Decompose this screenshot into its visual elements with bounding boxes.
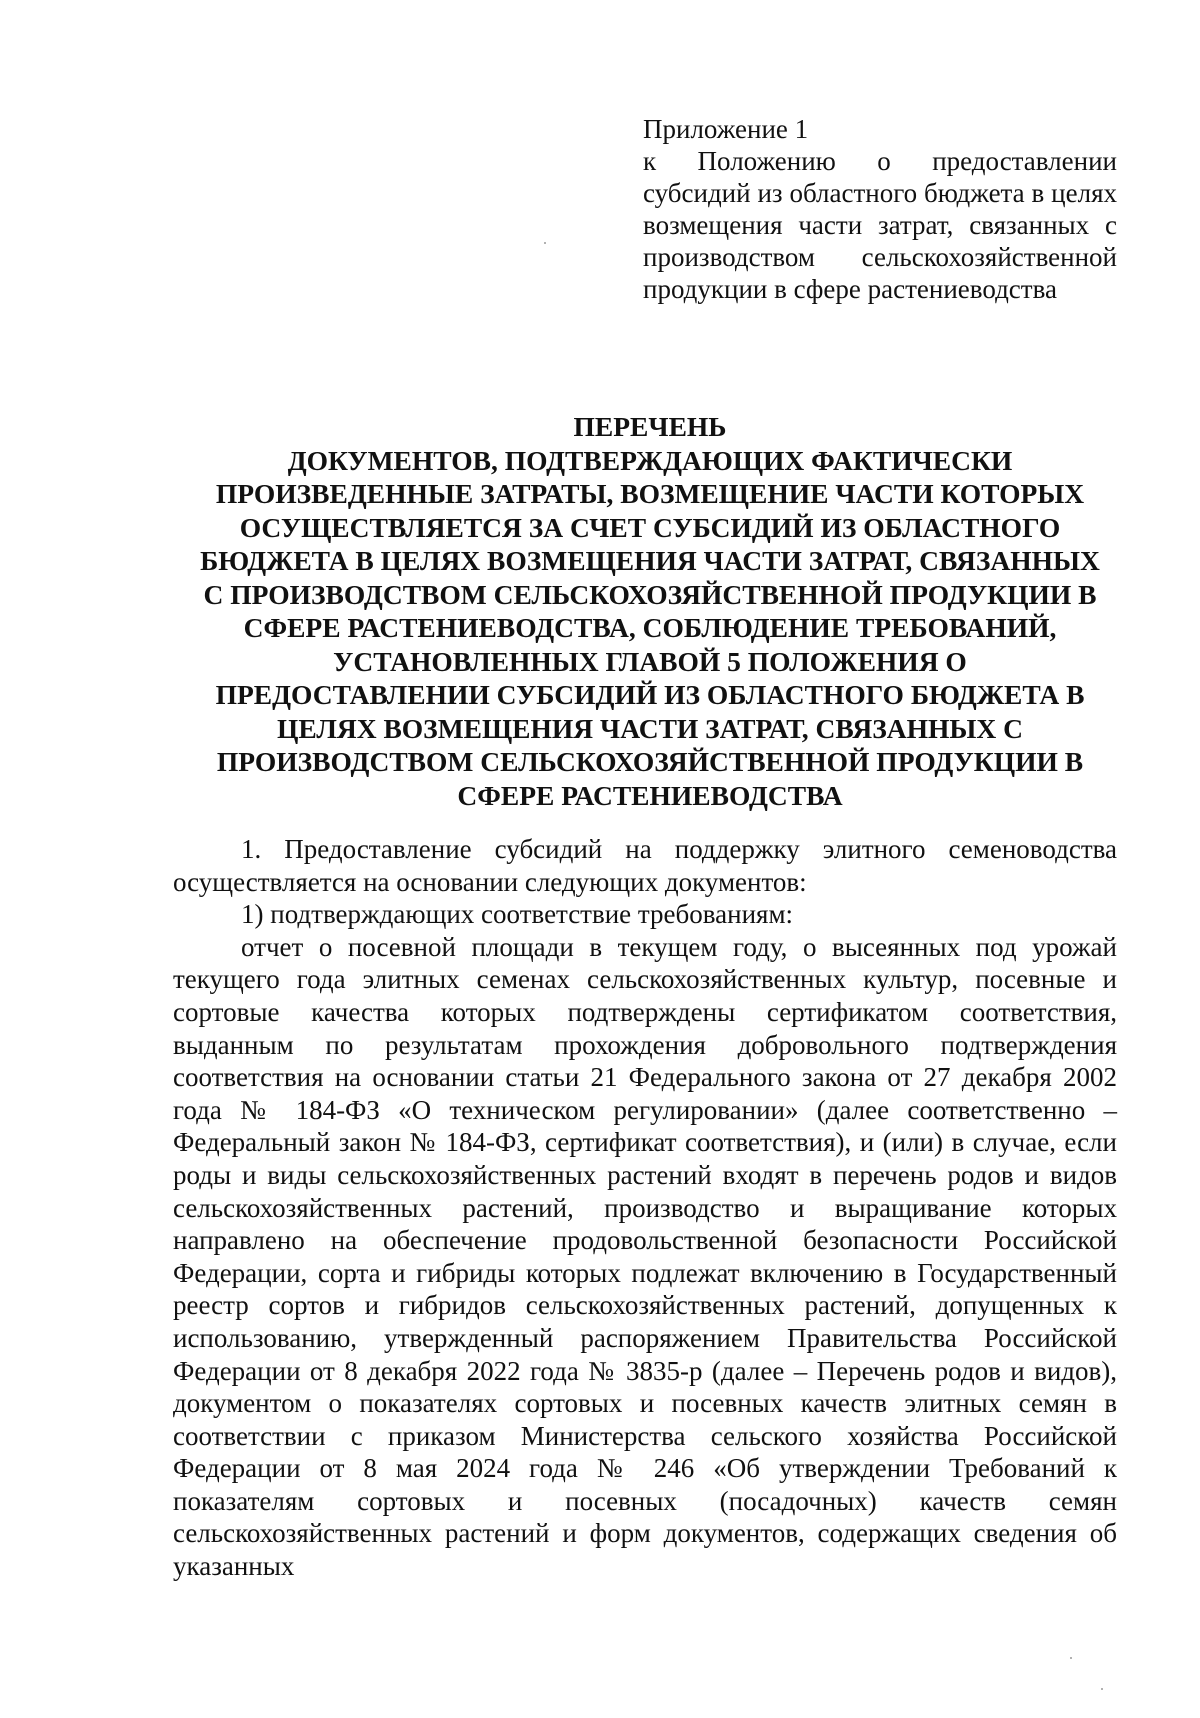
title-line: ПЕРЕЧЕНЬ	[573, 411, 727, 442]
title-line: СФЕРЕ РАСТЕНИЕВОДСТВА, СОБЛЮДЕНИЕ ТРЕБОВАНИЙ,	[243, 612, 1057, 643]
title-line: С ПРОИЗВОДСТВОМ СЕЛЬСКОХОЗЯЙСТВЕННОЙ ПРОДУКЦИИ В	[203, 578, 1097, 610]
document-title	[170, 410, 1130, 812]
title-line: УСТАНОВЛЕННЫХ ГЛАВОЙ 5 ПОЛОЖЕНИЯ О	[333, 645, 967, 677]
title-line: ЦЕЛЯХ ВОЗМЕЩЕНИЯ ЧАСТИ ЗАТРАТ, СВЯЗАННЫХ С	[276, 712, 1023, 744]
body-paragraph: отчет о посевной площади в текущем году, о высеянных под урожай текущего года элитных семенах сельскохозяйственных культур, посевные и сортовые качества которых подтверждены сертификатом соответствия, выданным по результатам прохождения добровольного подтверждения соответствия на основании статьи 21 Федерального закона от 27 декабря 2002 года № 184-ФЗ «О техническом регулировании» (далее соответственно – Федеральный закон № 184-ФЗ, сертификат соответствия), и (или) в случае, если роды и виды сельскохозяйственных растений входят в перечень родов и видов сельскохозяйственных растений, производство и выращивание которых направлено на обеспечение продовольственной безопасности Российской Федерации, сорта и гибриды которых подлежат включению в Государственный реестр сортов и гибридов сельскохозяйственных растений, допущенных к использованию, утвержденный распоряжением Правительства Российской Федерации от 8 декабря 2022 года № 3835-р (далее – Перечень родов и видов), документом о показателях сортовых и посевных качеств элитных семян в соответствии с приказом Министерства сельского хозяйства Российской Федерации от 8 мая 2024 года № 246 «Об утверждении Требований к показателям сортовых и посевных (посадочных) качеств семян сельскохозяйственных растений и форм документов, содержащих сведения об указанных	[173, 931, 1117, 1582]
appendix-reference: к Положению о предоставлении субсидий из областного бюджета в целях возмещения части затрат, связанных с производством сельскохозяйственной продукции в сфере растениеводства	[643, 146, 1117, 304]
title-line: ОСУЩЕСТВЛЯЕТСЯ ЗА СЧЕТ СУБСИДИЙ ИЗ ОБЛАСТНОГО	[239, 511, 1061, 543]
scan-artifact	[1101, 1688, 1103, 1690]
scan-artifact	[1070, 1657, 1072, 1659]
title-line: ДОКУМЕНТОВ, ПОДТВЕРЖДАЮЩИХ ФАКТИЧЕСКИ	[287, 444, 1013, 476]
scan-artifact	[544, 242, 546, 244]
document-body	[173, 833, 1117, 1583]
title-line: СФЕРЕ РАСТЕНИЕВОДСТВА	[457, 779, 843, 811]
title-line: ПРЕДОСТАВЛЕНИИ СУБСИДИЙ ИЗ ОБЛАСТНОГО БЮДЖЕТА В	[215, 679, 1085, 710]
title-line: ПРОИЗВЕДЕННЫЕ ЗАТРАТЫ, ВОЗМЕЩЕНИЕ ЧАСТИ КОТОРЫХ	[215, 478, 1085, 509]
appendix-title: Приложение 1	[643, 114, 809, 144]
title-line: ПРОИЗВОДСТВОМ СЕЛЬСКОХОЗЯЙСТВЕННОЙ ПРОДУКЦИИ В	[216, 746, 1084, 777]
title-line: БЮДЖЕТА В ЦЕЛЯХ ВОЗМЕЩЕНИЯ ЧАСТИ ЗАТРАТ, СВЯЗАННЫХ	[200, 545, 1100, 576]
body-paragraph: 1. Предоставление субсидий на поддержку элитного семеноводства осуществляется на основании следующих документов:	[173, 834, 1117, 897]
body-paragraph: 1) подтверждающих соответствие требованиям:	[241, 899, 794, 930]
appendix-block	[643, 113, 1117, 305]
